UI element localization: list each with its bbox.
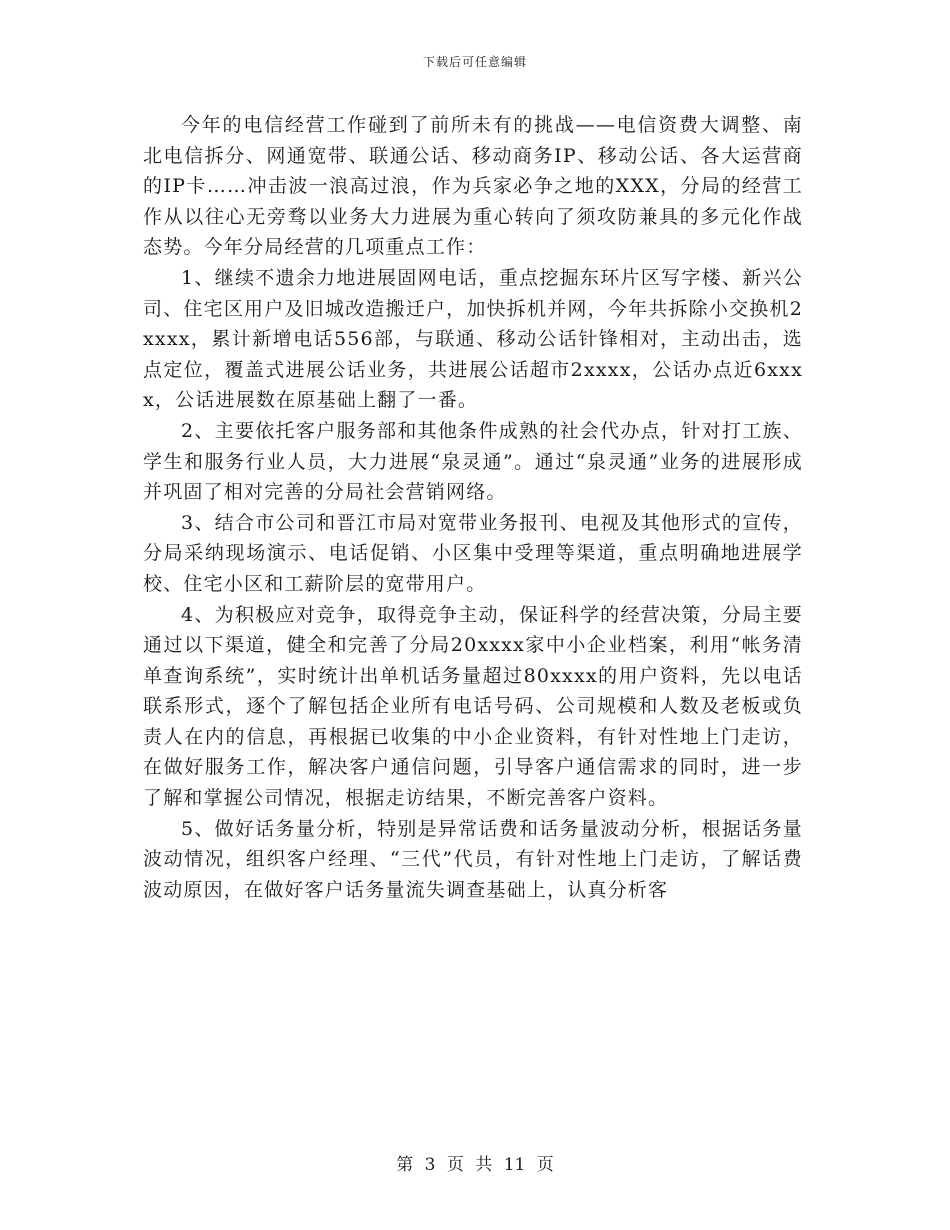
paragraph-intro: 今年的电信经营工作碰到了前所未有的挑战——电信资费大调整、南北电信拆分、网通宽带、联通公话、移动商务IP、移动公话、各大运营商的IP卡……冲击波一浪高过浪，作为兵家必争之地的XXX，分局的经营工作从以往心无旁骛以业务大力进展为重心转向了须攻防兼具的多元化作战态势。今年分局经营的几项重点工作： <box>143 114 803 259</box>
paragraph-item-3: 3、结合市公司和晋江市局对宽带业务报刊、电视及其他形式的宣传，分局采纳现场演示、电话促销、小区集中受理等渠道，重点明确地进展学校、住宅小区和工薪阶层的宽带用户。 <box>143 511 803 595</box>
paragraph-item-4: 4、为积极应对竞争，取得竞争主动，保证科学的经营决策，分局主要通过以下渠道，健全和完善了分局20xxxx家中小企业档案，利用“帐务清单查询系统”，实时统计出单机话务量超过80xxxx的用户资料，先以电话联系形式，逐个了解包括企业所有电话号码、公司规模和人数及老板或负责人在内的信息，再根据已收集的中小企业资料，有针对性地上门走访，在做好服务工作，解决客户通信问题，引导客户通信需求的同时，进一步了解和掌握公司情况，根据走访结果，不断完善客户资料。 <box>143 603 803 810</box>
paragraph-item-2: 2、主要依托客户服务部和其他条件成熟的社会代办点，针对打工族、学生和服务行业人员，大力进展“泉灵通”。通过“泉灵通”业务的进展形成并巩固了相对完善的分局社会营销网络。 <box>143 419 803 504</box>
document-body <box>143 110 803 905</box>
page-header-note: 下载后可任意编辑 <box>422 55 527 69</box>
paragraph-item-1: 1、继续不遗余力地进展固网电话，重点挖掘东环片区写字楼、新兴公司、住宅区用户及旧城改造搬迁户，加快拆机并网，今年共拆除小交换机2xxxx，累计新增电话556部，与联通、移动公话针锋相对，主动出击，选点定位，覆盖式进展公话业务，共进展公话超市2xxxx，公话办点近6xxxx，公话进展数在原基础上翻了一番。 <box>143 266 803 412</box>
paragraph-item-5: 5、做好话务量分析，特别是异常话费和话务量波动分析，根据话务量波动情况，组织客户经理、“三代”代员，有针对性地上门走访，了解话费波动原因，在做好客户话务量流失调查基础上，认真分析客 <box>143 817 803 901</box>
page-number-footer: 第 3 页 共 11 页 <box>396 1155 554 1175</box>
